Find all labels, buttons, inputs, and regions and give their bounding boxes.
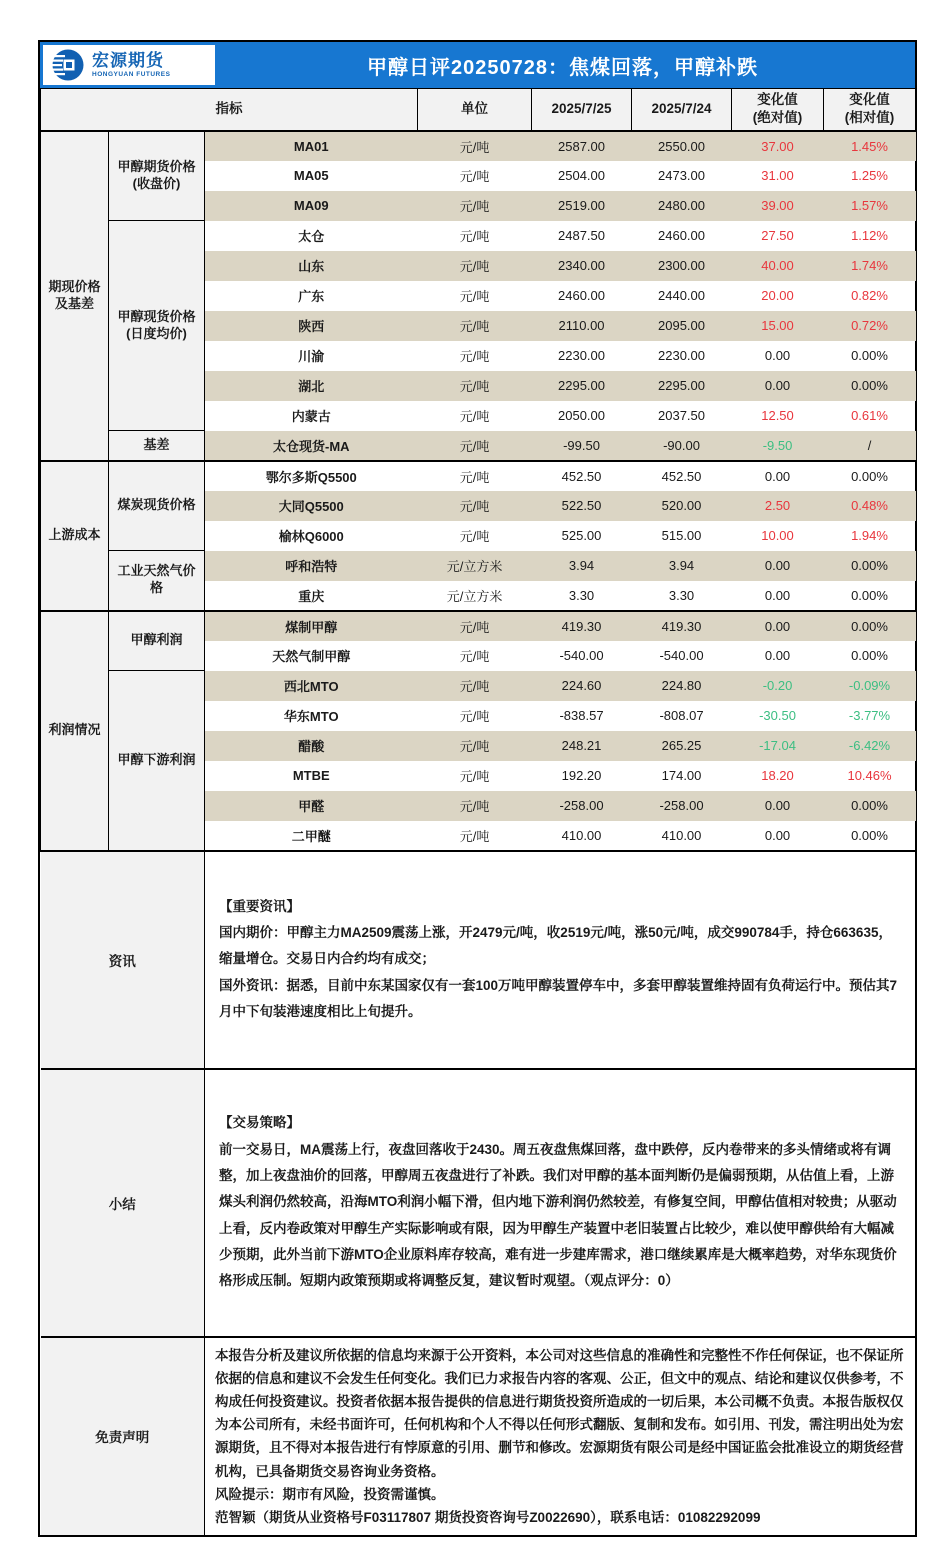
indicator-cell: 呼和浩特 [205,551,418,581]
unit-cell: 元/吨 [459,289,490,304]
change-abs-cell: 0.00 [732,791,824,821]
table-row [41,671,916,701]
indicator-cell: 华东MTO [283,709,339,724]
value-cell-0725: 410.00 [561,827,602,843]
company-logo [43,45,215,85]
text-sections-body [41,851,916,1536]
value-cell-0724: 520.00 [632,491,732,521]
change-abs-cell: 27.50 [761,228,794,243]
unit-cell: 元/吨 [418,671,532,701]
change-abs-cell: -17.04 [732,731,824,761]
value-cell-0725: 2460.00 [558,288,606,303]
change-abs-cell: -30.50 [759,708,796,723]
indicator-cell: 川渝 [298,349,325,364]
unit-cell: 元/吨 [418,491,532,521]
change-rel-cell: 1.45% [824,131,916,161]
value-cell-0725: 419.30 [532,611,632,641]
change-rel-cell: 0.00% [824,611,916,641]
indicator-cell: MA05 [293,168,329,183]
value-cell-0724: 2480.00 [632,191,732,221]
value-cell-0724: 2295.00 [632,371,732,401]
value-cell-0724: -90.00 [632,431,732,461]
change-rel-label-line1: 变化值 [849,92,890,108]
value-cell-0724: 2300.00 [632,251,732,281]
value-cell-0725: 452.50 [532,461,632,491]
change-abs-cell: 0.00 [732,371,824,401]
price-table-body [41,131,916,851]
unit-cell: 元/吨 [459,169,490,184]
news-heading: 【重要资讯】 [219,898,300,914]
group-cell: 甲醇下游利润 [109,671,205,851]
value-cell-0724: 2037.50 [658,408,706,423]
change-rel-cell: 0.72% [824,311,916,341]
indicator-cell: 西北MTO [205,671,418,701]
change-abs-label-line1: 变化值 [757,92,798,108]
value-cell-0724: 410.00 [661,827,702,843]
change-rel-cell: 0.82% [851,288,888,303]
summary-section [41,1069,916,1337]
value-cell-0724: 265.25 [632,731,732,761]
change-rel-cell: 1.12% [851,228,888,243]
unit-cell: 元/吨 [418,131,532,161]
change-abs-cell: 0.00 [732,461,824,491]
news-content [205,851,916,1069]
report-title: 甲醇日评20250728：焦煤回落，甲醇补跌 [367,56,758,79]
news-label: 资讯 [41,851,205,1069]
table-row [41,431,916,461]
value-cell-0725: 2295.00 [532,371,632,401]
summary-content [205,1069,916,1337]
value-cell-0724: 2440.00 [658,288,706,303]
change-rel-cell: 1.74% [824,251,916,281]
value-cell-0725: 2587.00 [532,131,632,161]
group-cell: 工业天然气价格 [109,551,205,611]
summary-strategy-paragraph: 前一交易日，MA震荡上行，夜盘回落收于2430。周五夜盘焦煤回落，盘中跌停，反内卷带来的多头情绪或将有调整，加上夜盘油价的回落，甲醇周五夜盘进行了补跌。我们对甲醇的基本面判断仍是偏弱预期，从估值上看，上游煤头利润仍然较高，沿海MTO利润小幅下滑，但内地下游利润仍然较差，有修复空间，甲醇估值相对较贵；从驱动上看，反内卷政策对甲醇生产实际影响或有限，因为甲醇生产装置中老旧装置占比较少，难以使甲醇供给有大幅减少预期，此外当前下游MTO企业原料库存较高，难有进一步建库需求，港口继续累库是大概率趋势，对华东现货价格形成压制。短期内政策预期或将调整反复，建议暂时观望。（观点评分：0） [219,1141,897,1289]
col-header-change-rel [824,89,916,131]
value-cell-0724: 419.30 [632,611,732,641]
unit-cell: 元/吨 [418,731,532,761]
change-abs-cell: 10.00 [761,528,794,543]
logo-company-subtitle: HONGYUAN FUTURES [92,70,171,78]
unit-cell: 元/吨 [418,251,532,281]
indicator-cell: 甲醛 [205,791,418,821]
change-rel-cell: / [824,431,916,461]
group-cell: 甲醇现货价格(日度均价) [109,221,205,431]
hongyuan-logo-icon [51,48,85,82]
title-bar [40,42,915,88]
unit-cell: 元/吨 [418,791,532,821]
value-cell-0724: -808.07 [659,708,704,723]
unit-cell: 元/吨 [459,409,490,424]
value-cell-0724: 2095.00 [632,311,732,341]
group-cell: 基差 [109,431,205,461]
value-cell-0724: 3.94 [632,551,732,581]
value-cell-0725: 224.60 [532,671,632,701]
value-cell-0725: 2230.00 [558,348,606,363]
disclaimer-label: 免责声明 [41,1337,205,1536]
summary-heading: 【交易策略】 [219,1115,300,1131]
unit-cell: 元/吨 [418,371,532,401]
change-abs-cell: 0.00 [732,611,824,641]
analyst-contact-line: 范智颖（期货从业资格号F03117807 期货投资咨询号Z0022690），联系电话：01082292099 [215,1510,761,1526]
value-cell-0725: 2110.00 [532,311,632,341]
value-cell-0725: 248.21 [532,731,632,761]
indicator-cell: 榆林Q6000 [278,529,344,544]
col-header-indicator: 指标 [41,89,418,131]
indicator-cell: 湖北 [205,371,418,401]
unit-cell: 元/吨 [418,461,532,491]
category-cell: 利润情况 [41,611,109,851]
change-abs-cell: 31.00 [761,168,794,183]
indicator-cell: 内蒙古 [291,409,331,424]
change-rel-cell: -0.09% [824,671,916,701]
col-header-date-0725: 2025/7/25 [532,89,632,131]
value-cell-0724: 2473.00 [658,168,706,183]
change-rel-cell: 0.00% [824,791,916,821]
change-abs-cell: 20.00 [761,288,794,303]
unit-cell: 元/吨 [418,311,532,341]
change-rel-label-line2: (相对值) [844,110,895,126]
col-header-date-0724: 2025/7/24 [632,89,732,131]
change-rel-cell: 0.61% [851,408,888,423]
news-section [41,851,916,1069]
value-cell-0725: 522.50 [532,491,632,521]
value-cell-0724: 2460.00 [658,228,706,243]
change-rel-cell: 0.00% [851,827,888,843]
unit-cell: 元/吨 [418,431,532,461]
change-rel-cell: -6.42% [824,731,916,761]
table-row [41,551,916,581]
indicator-cell: 陕西 [205,311,418,341]
table-row [41,221,916,251]
indicator-cell: 山东 [205,251,418,281]
change-abs-cell: 2.50 [732,491,824,521]
change-abs-cell: 0.00 [732,551,824,581]
col-header-unit: 单位 [418,89,532,131]
group-cell: 煤炭现货价格 [109,461,205,551]
report-sheet [38,40,917,1537]
value-cell-0725: 2487.50 [558,228,606,243]
indicator-cell: 煤制甲醇 [205,611,418,641]
change-abs-cell: 37.00 [732,131,824,161]
indicator-cell: 太仓 [298,229,325,244]
value-cell-0725: 525.00 [561,528,602,543]
change-rel-cell: -3.77% [848,708,891,723]
value-cell-0725: 2504.00 [558,168,606,183]
value-cell-0725: 3.94 [532,551,632,581]
change-abs-cell: 0.00 [764,827,791,843]
indicator-cell: MA01 [205,131,418,161]
change-abs-cell: -0.20 [732,671,824,701]
table-row [41,461,916,491]
logo-company-name: 宏源期货 [92,51,164,71]
change-abs-cell: 15.00 [732,311,824,341]
value-cell-0724: -258.00 [632,791,732,821]
value-cell-0725: 3.30 [568,587,595,603]
category-cell: 期现价格及基差 [41,131,109,461]
indicator-cell: 二甲醚 [291,828,331,844]
risk-warning-line: 风险提示：期市有风险，投资需谨慎。 [215,1486,445,1502]
value-cell-0724: 174.00 [661,768,702,783]
indicator-cell: 太仓现货-MA [205,431,418,461]
change-abs-cell: 39.00 [732,191,824,221]
group-cell: 甲醇期货价格(收盘价) [109,131,205,221]
unit-cell: 元/吨 [459,349,490,364]
price-table [40,88,916,1535]
change-rel-cell: 0.00% [851,648,888,663]
unit-cell: 元/立方米 [446,588,503,604]
table-row [41,131,916,161]
news-overseas-line: 国外资讯：据悉，目前中东某国家仅有一套100万吨甲醇装置停车中，多套甲醇装置维持固有负荷运行中。预估其7月中下旬装港速度相比上旬提升。 [219,977,898,1019]
indicator-cell: 广东 [298,289,325,304]
indicator-cell: 鄂尔多斯Q5500 [205,461,418,491]
value-cell-0725: -99.50 [532,431,632,461]
value-cell-0724: 2230.00 [658,348,706,363]
value-cell-0725: -838.57 [559,708,604,723]
logo-text [92,52,170,78]
change-abs-cell: 0.00 [764,648,791,663]
col-header-change-abs [732,89,824,131]
unit-cell: 元/吨 [459,828,490,844]
unit-cell: 元/吨 [418,611,532,641]
news-domestic-line: 国内期价：甲醇主力MA2509震荡上涨，开2479元/吨，收2519元/吨，涨50元/吨，成交990784手，持仓663635，缩量增仓。交易日内合约均有成交； [219,925,892,967]
value-cell-0725: -540.00 [559,648,604,663]
value-cell-0725: 2050.00 [558,408,606,423]
change-rel-cell: 0.48% [824,491,916,521]
value-cell-0724: 3.30 [668,587,695,603]
disclaimer-section [41,1337,916,1536]
value-cell-0724: 452.50 [632,461,732,491]
indicator-cell: MTBE [292,768,330,783]
change-rel-cell: 0.00% [851,348,888,363]
change-abs-cell: 0.00 [764,348,791,363]
disclaimer-paragraph: 本报告分析及建议所依据的信息均来源于公开资料，本公司对这些信息的准确性和完整性不作任何保证，也不保证所依据的信息和建议不会发生任何变化。我们已力求报告内容的客观、公正，但文中的观点、结论和建议仅供参考，不构成任何投资建议。投资者依据本报告提供的信息进行期货投资所造成的一切后果，本公司概不负责。本报告版权仅为本公司所有，未经书面许可，任何机构和个人不得以任何形式翻版、复制和发布。如引用、刊发，需注明出处为宏源期货，且不得对本报告进行有悖原意的引用、删节和修改。宏源期货有限公司是经中国证监会批准设立的期货经营机构，已具备期货交易咨询业务资格。 [215,1347,904,1479]
change-abs-cell: 18.20 [761,768,794,783]
unit-cell: 元/吨 [459,769,490,784]
value-cell-0724: 2550.00 [632,131,732,161]
group-cell: 甲醇利润 [109,611,205,671]
indicator-cell: 天然气制甲醇 [272,649,351,664]
change-rel-cell: 0.00% [824,371,916,401]
value-cell-0724: 515.00 [661,528,702,543]
indicator-cell: 重庆 [298,588,325,604]
value-cell-0725: 2519.00 [532,191,632,221]
value-cell-0725: -258.00 [532,791,632,821]
summary-label: 小结 [41,1069,205,1337]
change-rel-cell: 0.00% [851,587,888,603]
unit-cell: 元/吨 [459,709,490,724]
unit-cell: 元/吨 [418,191,532,221]
value-cell-0724: 224.80 [632,671,732,701]
disclaimer-content [205,1337,916,1536]
unit-cell: 元/吨 [459,649,490,664]
value-cell-0724: -540.00 [659,648,704,663]
change-rel-cell: 1.25% [851,168,888,183]
change-rel-cell: 10.46% [847,768,892,783]
indicator-cell: 醋酸 [205,731,418,761]
unit-cell: 元/立方米 [418,551,532,581]
change-abs-cell: -9.50 [732,431,824,461]
indicator-cell: MA09 [205,191,418,221]
unit-cell: 元/吨 [459,229,490,244]
change-abs-cell: 12.50 [761,408,794,423]
category-cell: 上游成本 [41,461,109,611]
table-row [41,611,916,641]
change-abs-cell: 40.00 [732,251,824,281]
value-cell-0725: 192.20 [561,768,602,783]
change-abs-label-line2: (绝对值) [752,110,803,126]
value-cell-0725: 2340.00 [532,251,632,281]
change-rel-cell: 1.57% [824,191,916,221]
change-rel-cell: 1.94% [851,528,888,543]
unit-cell: 元/吨 [459,529,490,544]
change-rel-cell: 0.00% [824,551,916,581]
table-header-row [41,89,916,131]
change-rel-cell: 0.00% [824,461,916,491]
change-abs-cell: 0.00 [764,587,791,603]
indicator-cell: 大同Q5500 [205,491,418,521]
